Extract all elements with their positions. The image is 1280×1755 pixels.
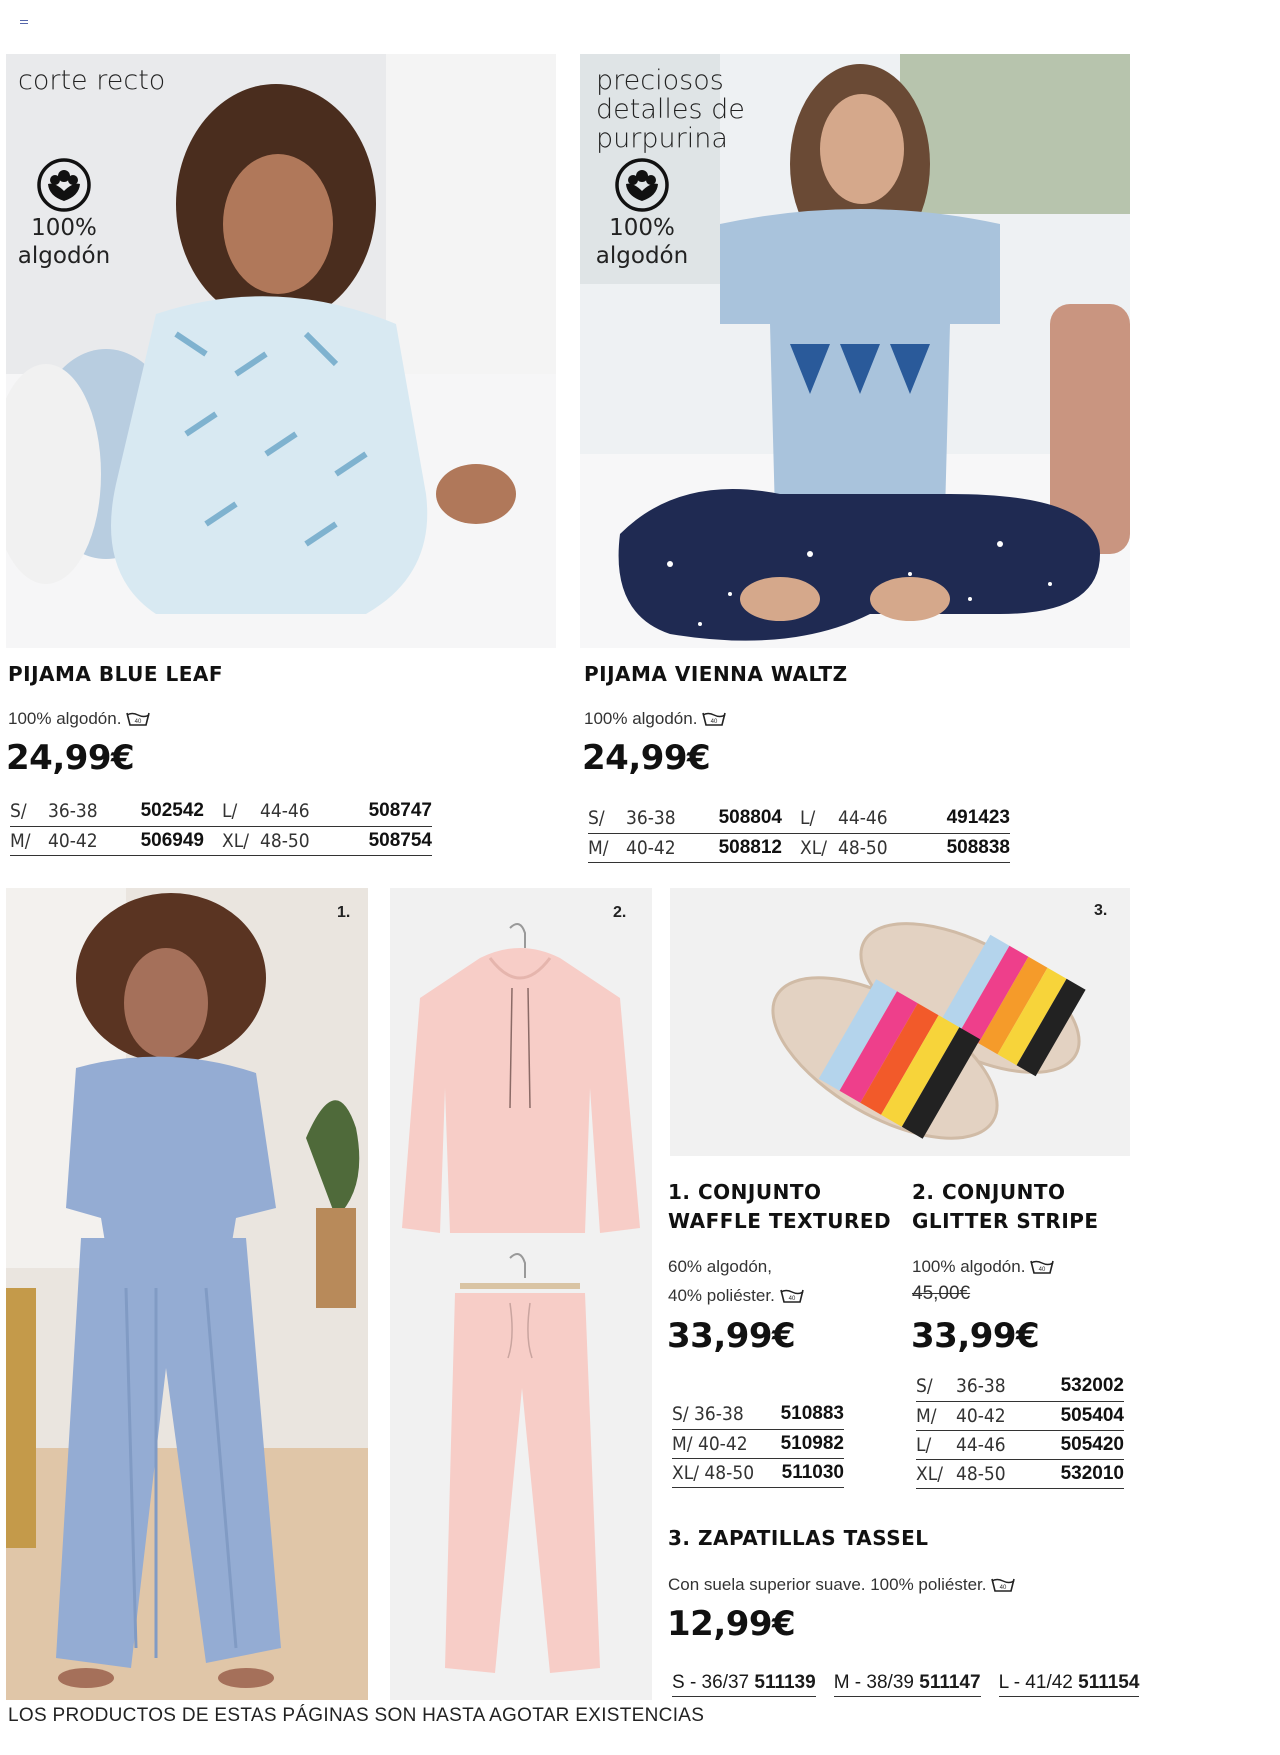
size-list-tassel [672,1672,1139,1697]
size-label: M/ 40-42 [672,1429,769,1458]
title-blue-leaf: PIJAMA BLUE LEAF [8,662,224,686]
cotton-pct: 100% [609,215,675,241]
size-code: 532010 [1026,1459,1124,1488]
desc-waffle-line2: 40% poliéster. [668,1286,775,1305]
size-range: 44-46 [260,797,322,826]
svg-text:40: 40 [788,1296,796,1302]
photo-conjunto-glitter [390,888,652,1700]
wash-40-icon [1030,1259,1054,1274]
table-row [10,826,432,855]
size-label: M - 38/39 [833,1672,914,1693]
list-item [672,1672,816,1697]
cotton-pct: 100% [31,215,97,241]
size-range: 40-42 [626,833,688,862]
cotton-badge-2 [582,156,702,270]
size-label: M/ [588,833,626,862]
size-table-blue-leaf [10,797,432,856]
price-glitter: 33,99€ [911,1316,1040,1356]
photo-conjunto-waffle [6,888,368,1700]
size-code: 508838 [900,833,1010,862]
size-code: 510883 [769,1400,844,1429]
size-code: 511147 [919,1672,981,1693]
desc-tassel [668,1570,1015,1599]
title-glitter-line1: 2. CONJUNTO [912,1180,1066,1204]
price-vienna-waltz: 24,99€ [582,738,711,778]
size-code: 508747 [322,797,432,826]
size-label: XL/ [222,826,260,855]
cotton-text: algodón [595,243,689,269]
cotton-flower-icon [31,156,97,214]
desc-text: 100% algodón. [8,709,122,728]
desc-vienna-waltz [584,704,726,733]
size-range: 36-38 [956,1372,1026,1401]
badge-purpurina-line3: purpurina [596,123,728,154]
table-row [916,1459,1124,1488]
list-item [999,1672,1140,1697]
size-label: S/ [916,1372,956,1401]
size-range: 48-50 [838,833,900,862]
desc-text: Con suela superior suave. 100% poliéster. [668,1575,987,1594]
size-code: 508754 [322,826,432,855]
list-item [834,1672,981,1697]
title-glitter-line2: GLITTER STRIPE [912,1209,1099,1233]
badge-corte-recto: corte recto [18,65,166,96]
size-code: 511030 [769,1458,844,1487]
photo-pijama-blue-leaf [6,54,556,648]
cotton-flower-icon [609,156,675,214]
title-waffle [668,1178,891,1236]
size-range: 36-38 [48,797,110,826]
desc-text: 100% algodón. [584,709,698,728]
size-label: L - 41/42 [998,1672,1073,1693]
title-waffle-line1: 1. CONJUNTO [668,1180,822,1204]
size-code: 506949 [110,826,222,855]
svg-text:40: 40 [135,719,142,725]
size-range: 48-50 [956,1459,1026,1488]
svg-text:40: 40 [1039,1267,1046,1273]
size-range: 44-46 [838,804,900,833]
photo-zapatillas-tassel [670,888,1130,1156]
page-marker [20,20,28,24]
wash-40-icon [991,1577,1015,1592]
table-row [672,1429,844,1458]
badge-purpurina-line2: detalles de [596,94,745,125]
desc-glitter [912,1252,1054,1281]
size-code: 505404 [1026,1401,1124,1430]
badge-number-3: 3. [1094,902,1108,919]
cotton-badge-1 [4,156,124,270]
size-label: S/ [10,797,48,826]
desc-waffle-line1: 60% algodón, [668,1257,772,1276]
size-code: 511139 [754,1672,816,1693]
table-row [672,1458,844,1487]
size-label: XL/ 48-50 [672,1458,769,1487]
desc-waffle [668,1252,804,1310]
size-label: XL/ [800,833,838,862]
badge-purpurina [596,66,745,153]
size-label: M/ [916,1401,956,1430]
size-table-waffle [672,1400,844,1488]
size-table-glitter [916,1372,1124,1489]
wash-40-icon [702,711,726,726]
footer-disclaimer: LOS PRODUCTOS DE ESTAS PÁGINAS SON HASTA AGOTAR EXISTENCIAS [8,1705,705,1726]
size-range: 36-38 [626,804,688,833]
badge-number-2: 2. [613,904,627,921]
badge-number-1: 1. [337,904,351,921]
price-waffle: 33,99€ [667,1316,796,1356]
size-label: S/ [588,804,626,833]
size-range: 44-46 [956,1430,1026,1459]
desc-text: 100% algodón. [912,1257,1026,1276]
size-code: 532002 [1026,1372,1124,1401]
size-code: 502542 [110,797,222,826]
size-range: 48-50 [260,826,322,855]
table-row [916,1401,1124,1430]
title-waffle-line2: WAFFLE TEXTURED [668,1209,892,1233]
size-label: L/ [916,1430,956,1459]
wash-40-icon [126,711,150,726]
size-code: 508804 [688,804,800,833]
size-label: S - 36/37 [672,1672,750,1693]
table-row [672,1400,844,1429]
size-code: 511154 [1078,1672,1140,1693]
size-label: L/ [222,797,260,826]
price-tassel: 12,99€ [667,1604,796,1644]
size-range: 40-42 [48,826,110,855]
size-code: 505420 [1026,1430,1124,1459]
size-label: L/ [800,804,838,833]
size-code: 491423 [900,804,1010,833]
badge-purpurina-line1: preciosos [596,65,724,96]
size-label: XL/ [916,1459,956,1488]
price-blue-leaf: 24,99€ [6,738,135,778]
desc-blue-leaf [8,704,150,733]
size-code: 510982 [769,1429,844,1458]
title-glitter [912,1178,1099,1236]
old-price-glitter: 45,00€ [912,1283,971,1304]
table-row [916,1430,1124,1459]
wash-40-icon [780,1288,804,1303]
table-row [588,833,1010,862]
title-tassel: 3. ZAPATILLAS TASSEL [668,1526,929,1550]
table-row [916,1372,1124,1401]
size-range: 40-42 [956,1401,1026,1430]
cotton-text: algodón [17,243,111,269]
size-label: S/ 36-38 [672,1400,769,1429]
svg-text:40: 40 [1000,1585,1007,1591]
size-label: M/ [10,826,48,855]
title-vienna-waltz: PIJAMA VIENNA WALTZ [584,662,848,686]
svg-text:40: 40 [711,719,718,725]
size-table-vienna-waltz [588,804,1010,863]
size-code: 508812 [688,833,800,862]
table-row [10,797,432,826]
table-row [588,804,1010,833]
